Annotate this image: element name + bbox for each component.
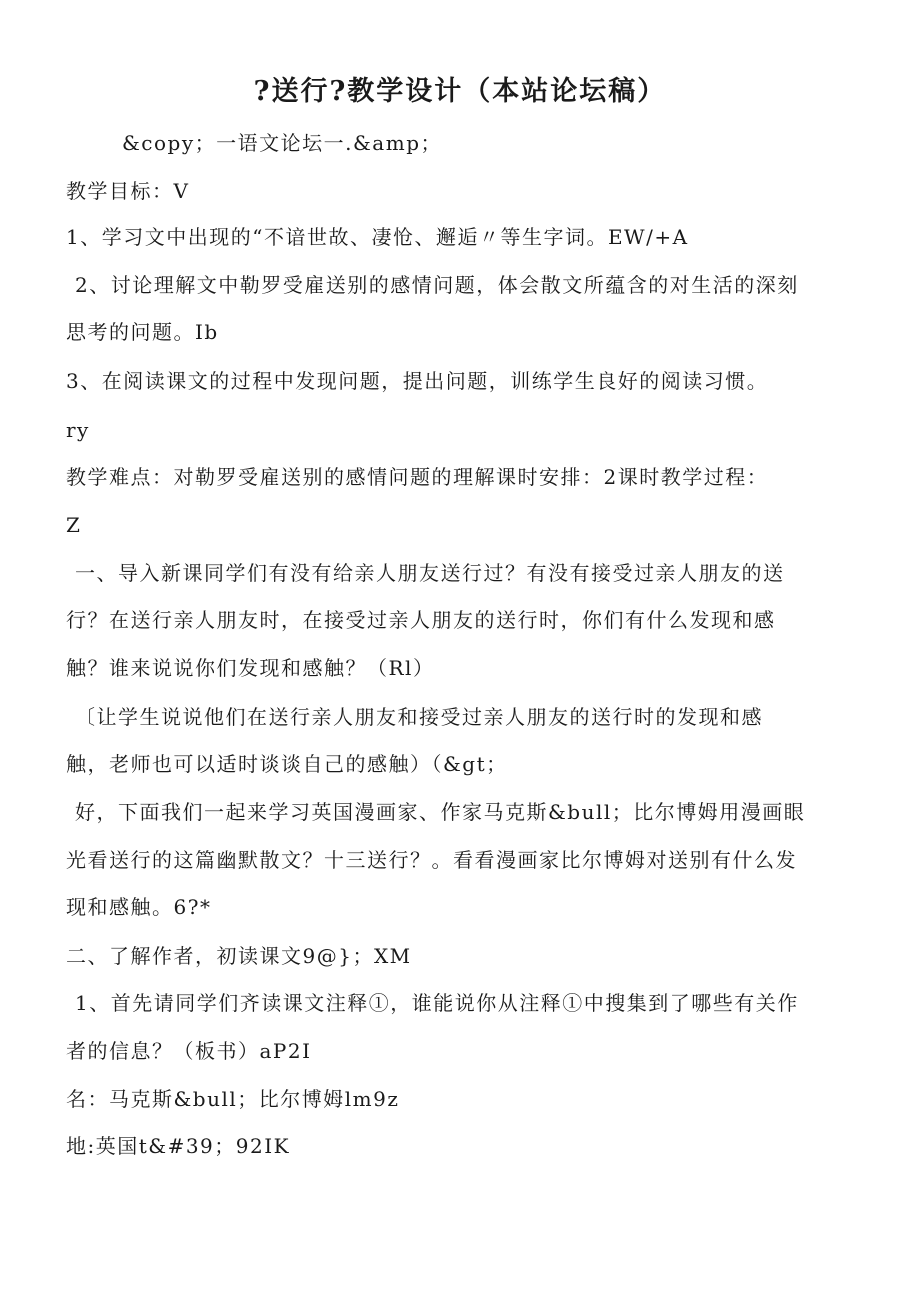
- lesson-intro-line-3: 现和感触。6?*: [66, 895, 212, 919]
- document-title: ?送行?教学设计（本站论坛稿）: [253, 76, 667, 107]
- stray-text-ry: ry: [66, 418, 90, 442]
- author-place: 地:英国t&#39；92IK: [66, 1134, 291, 1158]
- section-2-item-1-line-2: 者的信息？（板书）aP2I: [66, 1039, 312, 1063]
- teaching-difficulty: 教学难点：对勒罗受雇送别的感情问题的理解课时安排：2课时教学过程：: [66, 465, 769, 489]
- goal-3: 3、在阅读课文的过程中发现问题，提出问题，训练学生良好的阅读习惯。: [66, 369, 769, 393]
- source-line: &copy；一语文论坛一.&amp；: [122, 131, 442, 155]
- section-1-intro-line-3: 触？谁来说说你们发现和感触？（Rl）: [66, 656, 435, 680]
- student-discussion-line-2: 触，老师也可以适时谈谈自己的感触）（&gt；: [66, 752, 508, 776]
- stray-text-z: Z: [66, 513, 82, 537]
- student-discussion: 〔让学生说说他们在送行亲人朋友和接受过亲人朋友的送行时的发现和感: [75, 705, 763, 729]
- goal-2-continued: 思考的问题。Ib: [66, 320, 219, 344]
- section-1-intro: 一、导入新课同学们有没有给亲人朋友送行过？有没有接受过亲人朋友的送: [75, 561, 785, 585]
- goal-1: 1、学习文中出现的“不谙世故、凄怆、邂逅〃等生字词。EW/+A: [66, 225, 689, 249]
- lesson-intro: 好，下面我们一起来学习英国漫画家、作家马克斯&bull；比尔博姆用漫画眼: [75, 800, 806, 824]
- section-2-heading: 二、了解作者，初读课文9@}；XM: [66, 944, 412, 968]
- section-2-item-1: 1、首先请同学们齐读课文注释①，谁能说你从注释①中搜集到了哪些有关作: [75, 991, 799, 1015]
- author-name: 名：马克斯&bull；比尔博姆lm9z: [66, 1087, 400, 1111]
- goal-2: 2、讨论理解文中勒罗受雇送别的感情问题，体会散文所蕴含的对生活的深刻: [75, 273, 799, 297]
- teaching-goals-heading: 教学目标：V: [66, 179, 190, 203]
- section-1-intro-line-2: 行？在送行亲人朋友时，在接受过亲人朋友的送行时，你们有什么发现和感: [66, 608, 776, 632]
- lesson-intro-line-2: 光看送行的这篇幽默散文？十三送行？。看看漫画家比尔博姆对送别有什么发: [66, 848, 797, 872]
